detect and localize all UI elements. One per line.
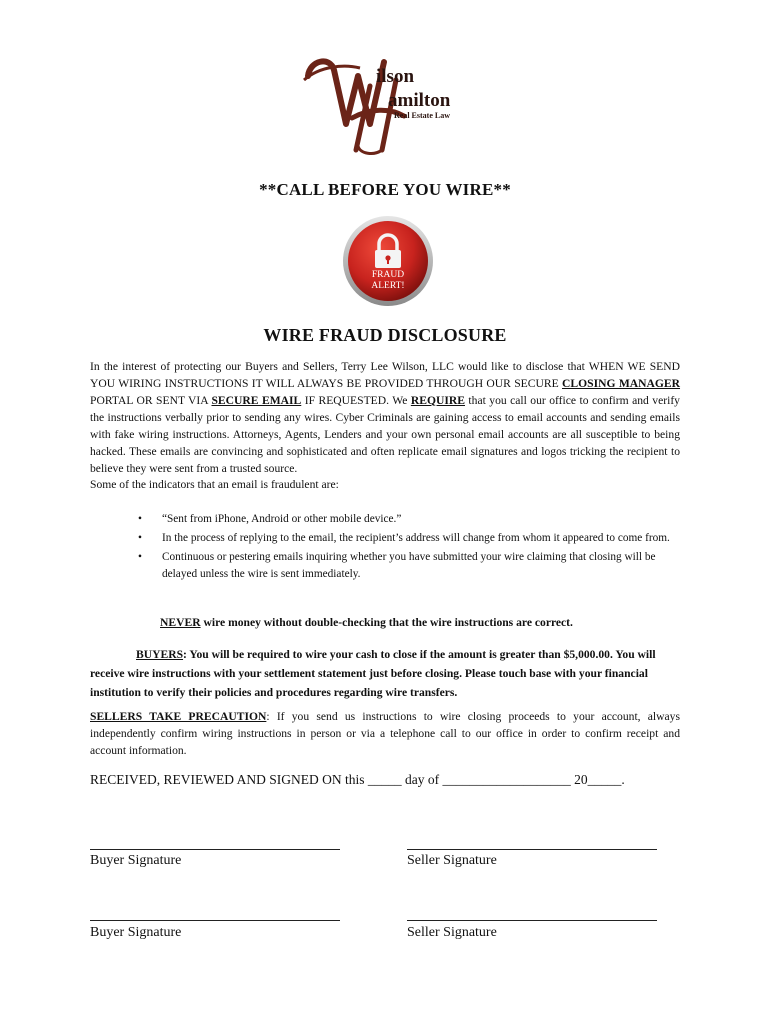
indicator-text: In the process of replying to the email, the recipient’s address will change from whom it appeared to come from. <box>162 532 670 544</box>
call-before-you-wire-heading: **CALL BEFORE YOU WIRE** <box>259 180 511 199</box>
intro-text-1: In the interest of protecting our Buyers and Sellers, Terry Lee Wilson, LLC would like to disclose that WHEN WE SEND YOU WIRING INSTRUCTIONS IT WILL ALWAYS BE PROVIDED THROUGH OUR SECURE <box>90 360 680 390</box>
intro-text-4: that you call our office to confirm and verify the instructions verbally prior to sending any wires. Cyber Criminals are gaining access to email accounts and sending emails with fake wiring instructions. Attorneys, Agents, Lenders and your own personal email accounts are all susceptible to being hacked. These emails are convincing and sophisticated and often replicate email signatures and logos tricking the recipient to believe they were sent from a trusted source. <box>90 394 680 475</box>
buyers-label: BUYERS <box>136 648 184 661</box>
buyers-notice <box>90 645 680 702</box>
buyers-text: : You will be required to wire your cash to close if the amount is greater than $5,000.00. You will receive wire instructions with your settlement statement just before closing. Please touch base with your financial institution to verify their policies and procedures regarding wire transfers. <box>90 648 656 699</box>
secure-email-emphasis: SECURE EMAIL <box>211 394 302 407</box>
buyer-signature-label-1: Buyer Signature <box>90 853 182 868</box>
list-item <box>136 530 681 547</box>
never-warning <box>160 616 573 629</box>
never-emphasis: NEVER <box>160 616 201 629</box>
logo-text-tagline: Real Estate Law <box>394 111 450 120</box>
sellers-notice <box>90 708 680 759</box>
indicators-intro: Some of the indicators that an email is fraudulent are: <box>90 478 339 491</box>
bullet-icon: • <box>138 551 142 563</box>
closing-manager-emphasis: CLOSING MANAGER <box>562 377 681 390</box>
fraud-badge-text-1: FRAUD <box>371 270 405 280</box>
logo-text-amilton: amilton <box>388 90 451 111</box>
bullet-icon: • <box>138 532 142 544</box>
fraud-alert-badge <box>342 215 434 307</box>
logo-graphic <box>300 46 475 156</box>
intro-paragraph <box>90 358 680 477</box>
require-emphasis: REQUIRE <box>410 394 465 407</box>
intro-text-2: PORTAL OR SENT VIA <box>90 394 212 407</box>
never-text: wire money without double-checking that the wire instructions are correct. <box>200 616 573 629</box>
seller-signature-label-2: Seller Signature <box>407 925 497 940</box>
seller-signature-line-1[interactable] <box>407 849 657 850</box>
wilson-hamilton-logo <box>300 46 475 156</box>
indicator-text: Continuous or pestering emails inquiring whether you have submitted your wire claiming that closing will be delayed unless the wire is sent immediately. <box>162 551 656 580</box>
buyer-signature-line-2[interactable] <box>90 920 340 921</box>
sellers-text: : If you send us instructions to wire closing proceeds to your account, always independently confirm wiring instructions in person or via a telephone call to our office in order to confirm receipt and account information. <box>90 710 680 757</box>
buyer-signature-line-1[interactable] <box>90 849 340 850</box>
indicator-text: “Sent from iPhone, Android or other mobile device.” <box>162 513 402 525</box>
seller-signature-line-2[interactable] <box>407 920 657 921</box>
received-reviewed-signed-line: RECEIVED, REVIEWED AND SIGNED ON this _____ day of ___________________ 20_____. <box>90 772 625 787</box>
logo-text-ilson: ilson <box>376 66 415 87</box>
buyer-signature-label-2: Buyer Signature <box>90 925 182 940</box>
fraud-badge-text-2: ALERT! <box>371 281 405 291</box>
sellers-label: SELLERS TAKE PRECAUTION <box>90 710 267 723</box>
wire-fraud-disclosure-heading: WIRE FRAUD DISCLOSURE <box>263 325 507 345</box>
list-item <box>136 511 681 528</box>
fraud-indicators-list <box>136 511 681 585</box>
intro-text-3: IF REQUESTED. We <box>301 394 411 407</box>
list-item <box>136 549 681 583</box>
seller-signature-label-1: Seller Signature <box>407 853 497 868</box>
bullet-icon: • <box>138 513 142 525</box>
